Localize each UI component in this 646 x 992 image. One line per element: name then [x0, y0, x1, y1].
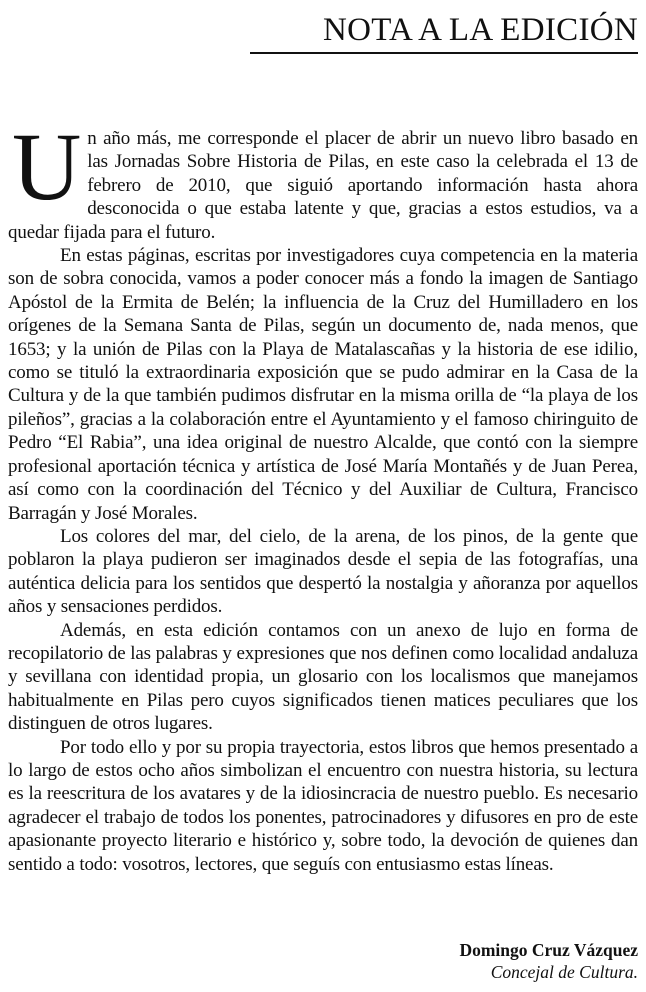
signature-role: Concejal de Cultura.: [490, 962, 638, 982]
paragraph-4: Además, en esta edición contamos con un anexo de lujo en forma de recopilatorio de las palabras y expresiones que nos definen como localidad andaluza y sevillana con identidad propia, un glosario con los localismos que manejamos habitualmente en Pilas pero cuyos significados tienen matices peculiares que los distinguen de otros lugares.: [8, 619, 638, 735]
paragraph-5: Por todo ello y por su propia trayectoria, estos libros que hemos presentado a lo largo de estos ocho años simbolizan el encuentro con nuestra historia, su lectura es la reescritura de los avatares y de la idiosincracia de nuestro pueblo. Es necesario agradecer el trabajo de todos los ponentes, patrocinadores y difusores en pro de este apasionante proyecto literario e histórico y, sobre todo, la devoción de quienes dan sentido a todo: vosotros, lectores, que seguís con entusiasmo estas líneas.: [8, 736, 638, 875]
paragraph-1: [8, 113, 638, 244]
paragraph-2: En estas páginas, escritas por investigadores cuya competencia en la materia son de sobra conocida, vamos a poder conocer más a fondo la imagen de Santiago Apóstol de la Ermita de Belén; la influencia de la Cruz del Humilladero en los orígenes de la Semana Santa de Pilas, según un documento de, nada menos, que 1653; y la unión de Pilas con la Playa de Matalascañas y la historia de ese idilio, como se tituló la extraordinaria exposición que se pudo admirar en la Casa de la Cultura y de la que también pudimos disfrutar en la misma orilla de “la playa de los pileños”, gracias a la colaboración entre el Ayuntamiento y el famoso chiringuito de Pedro “El Rabia”, una idea original de nuestro Alcalde, que contó con la siempre profesional aportación técnica y artística de José María Montañés y de Juan Perea, así como con la coordinación del Técnico y del Auxiliar de Cultura, Francisco Barragán y José Morales.: [8, 245, 638, 524]
drop-cap: U: [12, 113, 82, 220]
signature-block: [459, 939, 638, 983]
document-body: [8, 113, 638, 876]
signature-name: Domingo Cruz Vázquez: [459, 940, 638, 960]
page-title: NOTA A LA EDICIÓN: [250, 12, 638, 54]
paragraph-1-text: n año más, me corresponde el placer de abrir un nuevo libro basado en las Jornadas Sobre Historia de Pilas, en este caso la celebrada el 13 de febrero de 2010, que siguió aportando información hasta ahora desconocida o que estaba latente y que, gracias a estos estudios, va a quedar fijada para el futuro.: [8, 128, 638, 243]
paragraph-3: Los colores del mar, del cielo, de la arena, de los pinos, de la gente que poblaron la playa pudieron ser imaginados desde el sepia de las fotografías, una auténtica delicia para los sentidos que despertó la nostalgia y añoranza por aquellos años y sensaciones perdidos.: [8, 525, 638, 618]
